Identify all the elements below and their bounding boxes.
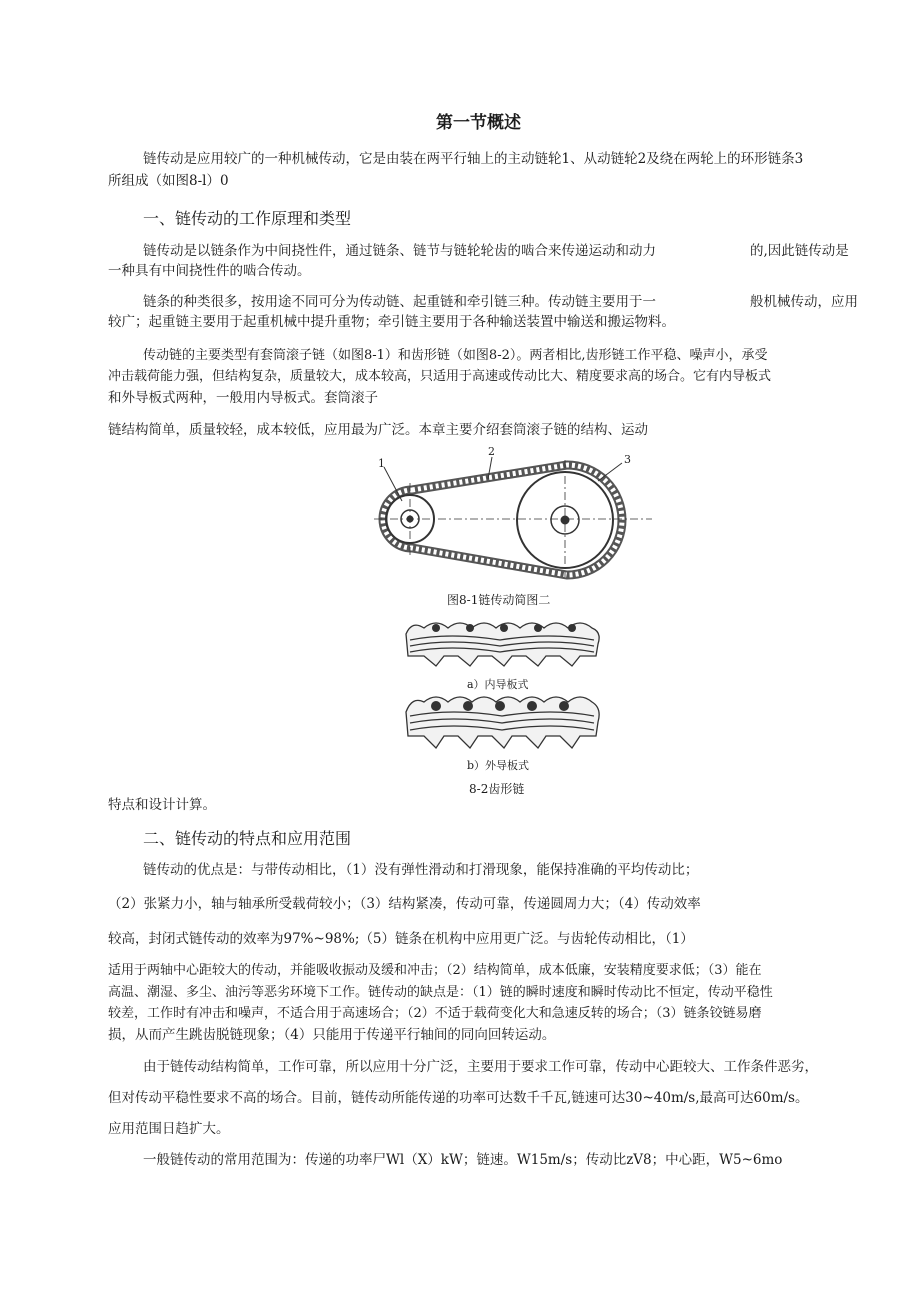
- s2-p2-line-1: 由于链传动结构简单，工作可靠，所以应用十分广泛，主要用于要求工作可靠，传动中心距较大、工作条件恶劣，: [143, 1059, 818, 1075]
- s2-line-4: 适用于两轴中心距较大的传动，并能吸收振动及缓和冲击；（2）结构简单，成本低廉，安装精度要求低；（3）能在: [108, 963, 762, 978]
- s2-line-6: 较差，工作时有冲击和噪声，不适合用于高速场合；（2）不适于载荷变化大和急速反转的场合；（3）链条铰链易磨: [108, 1006, 762, 1021]
- fig1-label-1: 1: [378, 457, 385, 470]
- s2-line-5: 高温、潮湿、多尘、油污等恶劣环境下工作。链传动的缺点是：（1）链的瞬时速度和瞬时传动比不恒定，传动平稳性: [108, 985, 773, 1000]
- page-title: 第一节概述: [436, 113, 521, 133]
- intro-line-2: 所组成（如图8-l）0: [108, 173, 229, 189]
- s1-p1-line-2: 一种具有中间挠性件的啮合传动。: [108, 263, 311, 279]
- s1-p2-line-2: 较广；起重链主要用于起重机械中提升重物；牵引链主要用于各种输送装置中输送和搬运物料。: [108, 314, 675, 330]
- section-1-heading: 一、链传动的工作原理和类型: [143, 209, 352, 228]
- s2-line-1: 链传动的优点是：与带传动相比，（1）没有弹性滑动和打滑现象，能保持准确的平均传动比；: [143, 862, 699, 878]
- s1-p2-line-1b: 般机械传动，应用: [750, 294, 858, 310]
- s1-p2-line-1a: 链条的种类很多，按用途不同可分为传动链、起重链和牵引链三种。传动链主要用于一: [143, 294, 656, 310]
- s1-p4: 链结构简单，质量较轻，成本较低，应用最为广泛。本章主要介绍套筒滚子链的结构、运动: [108, 422, 648, 438]
- intro-line-1: 链传动是应用较广的一种机械传动，它是由装在两平行轴上的主动链轮1、从动链轮2及绕在两轮上的环形链条3: [143, 151, 804, 167]
- s2-line-2: （2）张紧力小，轴与轴承所受载荷较小；（3）结构紧凑，传动可靠，传递圆周力大；（4）传动效率: [108, 896, 701, 912]
- s1-p1-line-1a: 链传动是以链条作为中间挠性件，通过链条、链节与链轮轮齿的啮合来传递运动和动力: [143, 243, 656, 259]
- s1-p3-line-1: 传动链的主要类型有套筒滚子链（如图8-1）和齿形链（如图8-2）。两者相比,齿形链工作平稳、噪声小，承受: [143, 348, 768, 363]
- section-2-heading: 二、链传动的特点和应用范围: [143, 829, 352, 848]
- s1-p5: 特点和设计计算。: [108, 797, 216, 813]
- inner-guide-chain-figure: [400, 614, 605, 670]
- fig2a-caption: a）内导板式: [467, 678, 529, 691]
- s2-p2-line-2: 但对传动平稳性要求不高的场合。目前，链传动所能传递的功率可达数千千瓦,链速可达30~40m/s,最高可达60m/s。: [108, 1090, 809, 1106]
- s1-p3-line-3: 和外导板式两种，一般用内导板式。套筒滚子: [108, 390, 378, 406]
- outer-guide-chain-figure: [402, 690, 602, 752]
- fig2-caption: 8-2齿形链: [469, 782, 525, 796]
- s1-p1-line-1b: 的,因此链传动是: [750, 243, 849, 259]
- fig2b-caption: b）外导板式: [467, 759, 530, 772]
- fig1-label-2: 2: [488, 445, 495, 458]
- fig1-caption: 图8-1链传动简图二: [447, 593, 551, 607]
- s1-p3-line-2: 冲击载荷能力强，但结构复杂，质量较大，成本较高，只适用于高速或传动比大、精度要求高的场合。它有内导板式: [108, 369, 772, 384]
- chain-drive-figure: [372, 445, 662, 580]
- fig1-label-3: 3: [624, 453, 631, 466]
- s2-p3: 一般链传动的常用范围为：传递的功率尸Wl（X）kW；链速。W15m/s；传动比zV8；中心距，W5~6mo: [143, 1152, 783, 1168]
- s2-line-7: 损，从而产生跳齿脱链现象；（4）只能用于传递平行轴间的同向回转运动。: [108, 1027, 556, 1043]
- s2-p2-line-3: 应用范围日趋扩大。: [108, 1121, 230, 1137]
- s2-line-3: 较高，封闭式链传动的效率为97%~98%;（5）链条在机构中应用更广泛。与齿轮传动相比，（1）: [108, 931, 694, 947]
